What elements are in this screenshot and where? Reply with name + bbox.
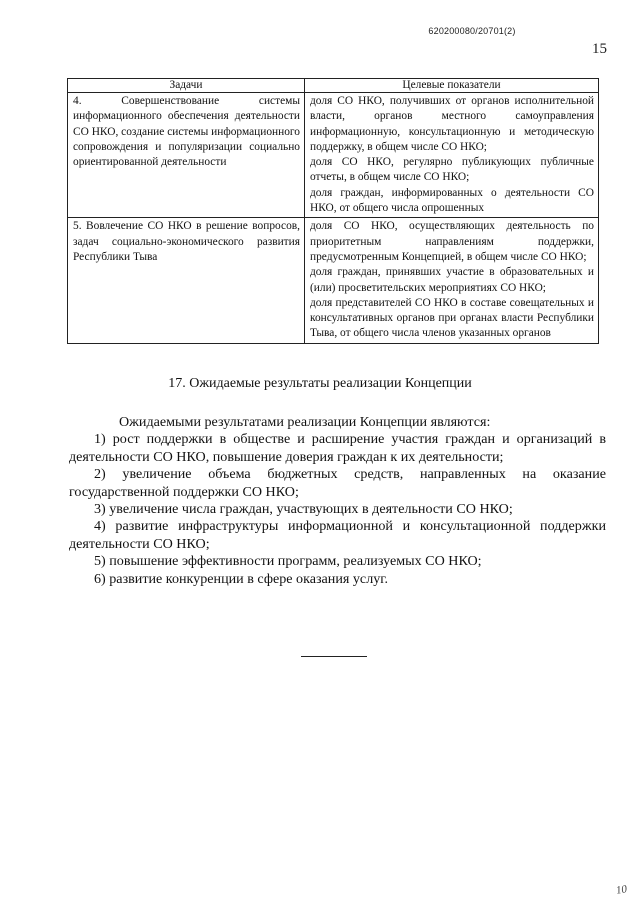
document-id: 620200080/20701(2) bbox=[428, 26, 516, 36]
table-row bbox=[68, 218, 599, 343]
table-row bbox=[68, 93, 599, 218]
list-item: 1) рост поддержки в обществе и расширение участия граждан и организаций в деятельности СО НКО, повышение доверия граждан к их деятельности; bbox=[69, 431, 606, 465]
indicators-cell bbox=[305, 93, 599, 218]
list-item: 4) развитие инфраструктуры информационной и консультационной поддержки деятельности СО НКО; bbox=[69, 518, 606, 552]
indicator-item: доля граждан, информированных о деятельности СО НКО, от общего числа опрошенных bbox=[310, 186, 594, 215]
indicator-item: доля СО НКО, получивших от органов исполнительной власти, органов местного самоуправления информационную, консультационную и методическую поддержку, в общем числе СО НКО; bbox=[310, 95, 594, 153]
tasks-indicators-table bbox=[67, 78, 599, 344]
separator-line bbox=[301, 656, 367, 657]
intro-paragraph: Ожидаемыми результатами реализации Концепции являются: bbox=[119, 414, 491, 430]
list-item: 6) развитие конкуренции в сфере оказания услуг. bbox=[94, 570, 388, 587]
indicator-item: доля СО НКО, осуществляющих деятельность по приоритетным направлениям поддержки, предусмотренным Концепцией, в общем числе СО НКО; bbox=[310, 220, 594, 263]
list-item: 3) увеличение числа граждан, участвующих в деятельности СО НКО; bbox=[94, 501, 513, 518]
page-number: 15 bbox=[592, 41, 607, 57]
indicator-item: доля представителей СО НКО в составе совещательных и консультативных органов при органах власти Республики Тыва, от общего числа членов указанных органов bbox=[310, 296, 594, 340]
list-item: 2) увеличение объема бюджетных средств, направленных на оказание государственной поддержки СО НКО; bbox=[69, 466, 606, 500]
list-item: 5) повышение эффективности программ, реализуемых СО НКО; bbox=[94, 553, 482, 570]
column-header-tasks: Задачи bbox=[68, 79, 305, 93]
column-header-indicators: Целевые показатели bbox=[305, 79, 599, 93]
table-header-row bbox=[68, 79, 599, 93]
task-cell: 5. Вовлечение СО НКО в решение вопросов, задач социально-экономического развития Республики Тыва bbox=[68, 218, 305, 343]
section-title: 17. Ожидаемые результаты реализации Концепции bbox=[168, 376, 472, 391]
indicator-item: доля граждан, принявших участие в образовательных и (или) просветительских мероприятиях СО НКО; bbox=[310, 266, 594, 294]
indicators-cell bbox=[305, 218, 599, 343]
results-body bbox=[69, 414, 606, 588]
handwritten-margin-mark: 10 bbox=[615, 883, 628, 897]
indicator-item: доля СО НКО, регулярно публикующих публичные отчеты, в общем числе СО НКО; bbox=[310, 156, 594, 184]
task-cell: 4. Совершенствование системы информационного обеспечения деятельности СО НКО, создание системы информационного сопровождения и популяризации социально ориентированной деятельности bbox=[68, 93, 305, 218]
